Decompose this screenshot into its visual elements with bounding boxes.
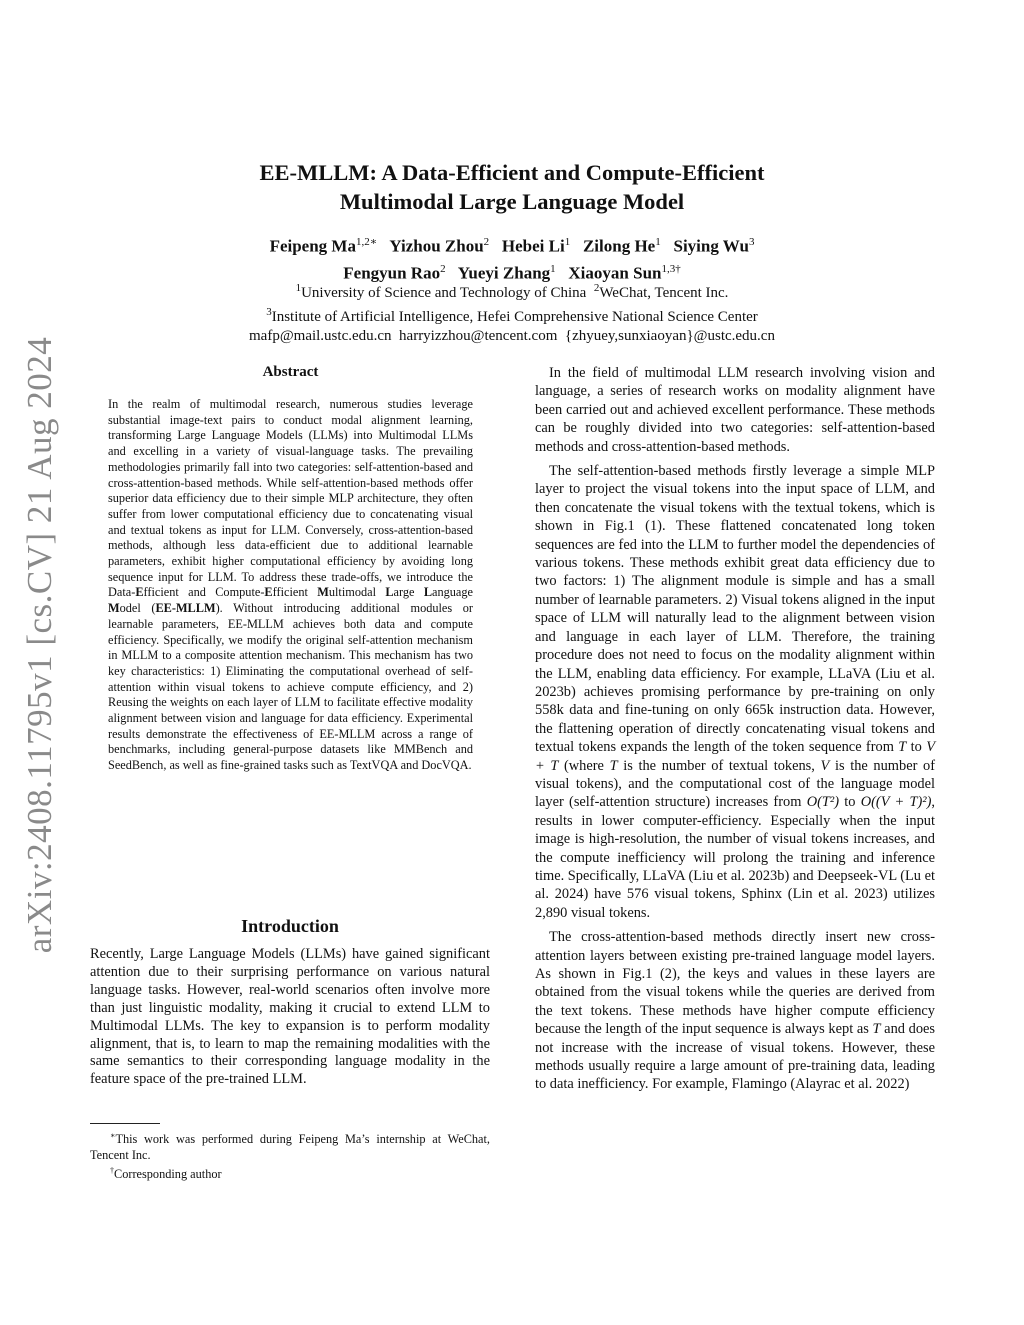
math-symbol: O((V + T)²) xyxy=(860,794,932,811)
abstract-bold-letter: E xyxy=(264,585,273,600)
author-line-1 xyxy=(90,231,934,258)
title-line-1: EE-MLLM: A Data-Efficient and Compute-Efficient xyxy=(259,160,765,185)
abstract-text-seg: arge xyxy=(393,585,424,600)
arxiv-stamp-text: arXiv:2408.11795v1 [cs.CV] 21 Aug 2024 xyxy=(20,336,59,954)
footnote-1-text: This work was performed during Feipeng Ma’s internship at WeChat, Tencent Inc. xyxy=(90,1132,490,1163)
footnote-1 xyxy=(90,1128,490,1163)
right-column xyxy=(535,364,935,1100)
affil-mark: 2 xyxy=(593,282,600,294)
abstract-text-seg: fficient xyxy=(272,585,318,600)
abstract-bold-letter: M xyxy=(108,601,120,616)
affil-mark: 1 xyxy=(295,282,302,294)
footnotes xyxy=(90,1128,490,1182)
text-seg: to xyxy=(838,794,861,811)
author-affil: 1,2∗ xyxy=(355,236,378,248)
footnote-mark: ∗ xyxy=(110,1131,116,1140)
author-affil: 1 xyxy=(564,236,571,248)
emails: mafp@mail.ustc.edu.cn harryizzhou@tencent.com {zhyuey,sunxiaoyan}@ustc.edu.cn xyxy=(249,328,775,344)
title-line-2: Multimodal Large Language Model xyxy=(339,189,685,214)
arxiv-stamp xyxy=(10,336,70,954)
affiliation-line-1 xyxy=(90,279,934,303)
affil-mark: 3 xyxy=(266,306,272,318)
affiliation-3: Institute of Artificial Intelligence, Hefei Comprehensive National Science Center xyxy=(271,309,758,325)
author-affil: 2 xyxy=(440,262,446,275)
text-seg: to xyxy=(906,739,927,756)
introduction-heading: Introduction xyxy=(241,916,339,936)
text-seg: , results in lower computer-efficiency. Especially when the input image is high-resolution, the number of visual tokens increases, and the compute inefficiency will prolong the training and inference time. Specifically, LLaVA (Liu et al. 2023b) and Deepseek-VL (Lu et al. 2024) have 576 visual tokens, Sphinx (Lin et al. 2023) utilizes 2,890 visual tokens. xyxy=(535,794,936,921)
abstract-text-seg: odel ( xyxy=(119,601,156,616)
abstract-bold-letter: L xyxy=(423,585,433,600)
math-symbol: O(T²) xyxy=(806,794,839,811)
right-paragraph-2 xyxy=(535,462,935,922)
abstract-bold-letter: E xyxy=(135,585,144,600)
abstract-acronym: EE-MLLM xyxy=(155,601,216,616)
author-name: Zilong He xyxy=(582,236,656,256)
abstract-text-1: In the realm of multimodal research, numerous studies leverage substantial image-text pairs to conduct modal alignment learning, transforming Large Language Models (LLMs) into Multimodal LLMs and excelling in a variety of visual-language tasks. The prevailing methodologies primarily fall into two categories: self-attention-based and cross-attention-based methods. While self-attention-based methods offer superior data efficiency due to their simple MLP architecture, they often suffer from lower computational efficiency due to concatenating visual and textual tokens as input for LLM. Conversely, cross-attention-based methods, although less data-efficient due to additional learnable parameters, exhibit higher computational efficiency by avoiding long sequence input for LLM. To address these trade-offs, we introduce the Data- xyxy=(108,397,473,600)
right-paragraph-1: In the field of multimodal LLM research involving vision and language, a series of research works on modality alignment have been carried out and achieved excellent performance. These methods can be roughly divided into two categories: self-attention-based methods and cross-attention-based methods. xyxy=(535,365,935,455)
author-name: Feipeng Ma xyxy=(269,236,356,256)
abstract-text-seg: fficient and Compute- xyxy=(143,585,265,600)
math-symbol: V + T xyxy=(535,739,936,774)
author-affil: 1 xyxy=(655,236,661,248)
footnote-mark: † xyxy=(110,1166,114,1176)
text-seg: and does not increase with the increase of visual tokens. However, these methods usually require a large amount of pre-training data, leading to data inefficiency. For example, Flamingo (Alayrac et al. 2022) xyxy=(535,1021,935,1093)
author-name: Xiaoyan Sun xyxy=(568,263,662,283)
affiliation-2: WeChat, Tencent Inc. xyxy=(599,285,729,301)
author-name: Yueyi Zhang xyxy=(457,263,551,283)
author-list xyxy=(90,231,934,284)
math-symbol: T xyxy=(609,757,618,774)
author-name: Siying Wu xyxy=(673,236,749,256)
introduction-paragraph-1: Recently, Large Language Models (LLMs) have gained significant attention due to their surprising performance on various natural language tasks. However, real-world scenarios often involve more than just linguistic modality, making it crucial to extend LLM to Multimodal LLMs. The key to expansion is to perform modality alignment, that is, to learn to map the remaining modalities with the same semantics to their corresponding language modality in the feature space of the pre-trained LLM. xyxy=(90,946,490,1088)
affiliation-1: University of Science and Technology of China xyxy=(301,285,587,301)
abstract-bold-letter: L xyxy=(385,585,394,600)
author-name: Fengyun Rao xyxy=(343,263,441,283)
text-seg: The self-attention-based methods firstly leverage a simple MLP layer to project the visual tokens into the input space of LLM, and then concatenate the visual tokens with the textual tokens, which is shown in Fig.1 (1). These flattened concatenated long token sequences are fed into the LLM to further model the dependencies of various tokens. These methods exhibit great data efficiency due to two factors: 1) The alignment module is simple and has a small number of learnable parameters. 2) Visual tokens aligned in the input space of LLM will naturally lead to the alignment between vision and language in each layer of LLM. Therefore, the training procedure does not need to focus on the modality alignment within the LLM, enabling data efficiency. For example, LLaVA (Liu et al. 2023b) achieves promising performance by pre-training on only 558k data and fine-tuning on only 665k instruction data. However, the flattening operation of directly concatenating visual tokens and textual tokens expands the length of the token sequence from xyxy=(535,463,935,756)
abstract-bold-letter: M xyxy=(317,585,329,600)
footnote-2-text: Corresponding author xyxy=(114,1167,222,1182)
text-seg: The cross-attention-based methods directly insert new cross-attention layers between existing pre-trained language model layers. As shown in Fig.1 (2), the keys and values in these layers are obtained from the visual tokens while the queries are derived from the text tokens. These methods have higher compute efficiency because the length of the input sequence is always kept as xyxy=(535,929,935,1038)
footnote-rule xyxy=(90,1123,160,1124)
author-affil: 1 xyxy=(550,262,556,275)
text-seg: (where xyxy=(558,757,610,774)
footnote-2 xyxy=(90,1163,490,1182)
math-symbol: T xyxy=(898,739,907,756)
author-affil: 3 xyxy=(748,236,755,248)
abstract-text-2: ). Without introducing additional modules or learnable parameters, EE-MLLM achieves both data and compute efficiency. Specifically, we modify the original self-attention mechanism in MLLM to a composite attention mechanism. This mechanism has two key characteristics: 1) Eliminating the computational overhead of self-attention within visual tokens to achieve compute efficiency, and 2) Reusing the weights on each layer of LLM to facilitate effective modality alignment between vision and language for data efficiency. Experimental results demonstrate the effectiveness of EE-MLLM across a range of benchmarks, including general-purpose datasets like MMBench and SeedBench, as well as fine-grained tasks such as TextVQA and DocVQA. xyxy=(108,601,473,773)
abstract-text-seg: ultimodal xyxy=(328,585,386,600)
author-affil: 1,3† xyxy=(661,262,681,275)
author-name: Hebei Li xyxy=(501,236,565,256)
right-paragraph-3 xyxy=(535,928,935,1094)
abstract-heading: Abstract xyxy=(262,364,319,380)
paper-title xyxy=(90,158,934,216)
text-seg: is the number of textual tokens, xyxy=(617,757,821,774)
affiliation-line-2 xyxy=(90,303,934,327)
author-affil: 2 xyxy=(483,236,490,248)
text-seg: is the number of visual tokens), and the computational cost of the language model layer (self-attention structure) increases from xyxy=(535,757,936,811)
affiliations xyxy=(90,279,934,346)
author-name: Yizhou Zhou xyxy=(389,236,484,256)
abstract-text-seg: anguage xyxy=(432,585,473,600)
math-symbol: T xyxy=(872,1021,881,1038)
math-symbol: V xyxy=(820,757,830,774)
abstract-body xyxy=(108,397,473,774)
